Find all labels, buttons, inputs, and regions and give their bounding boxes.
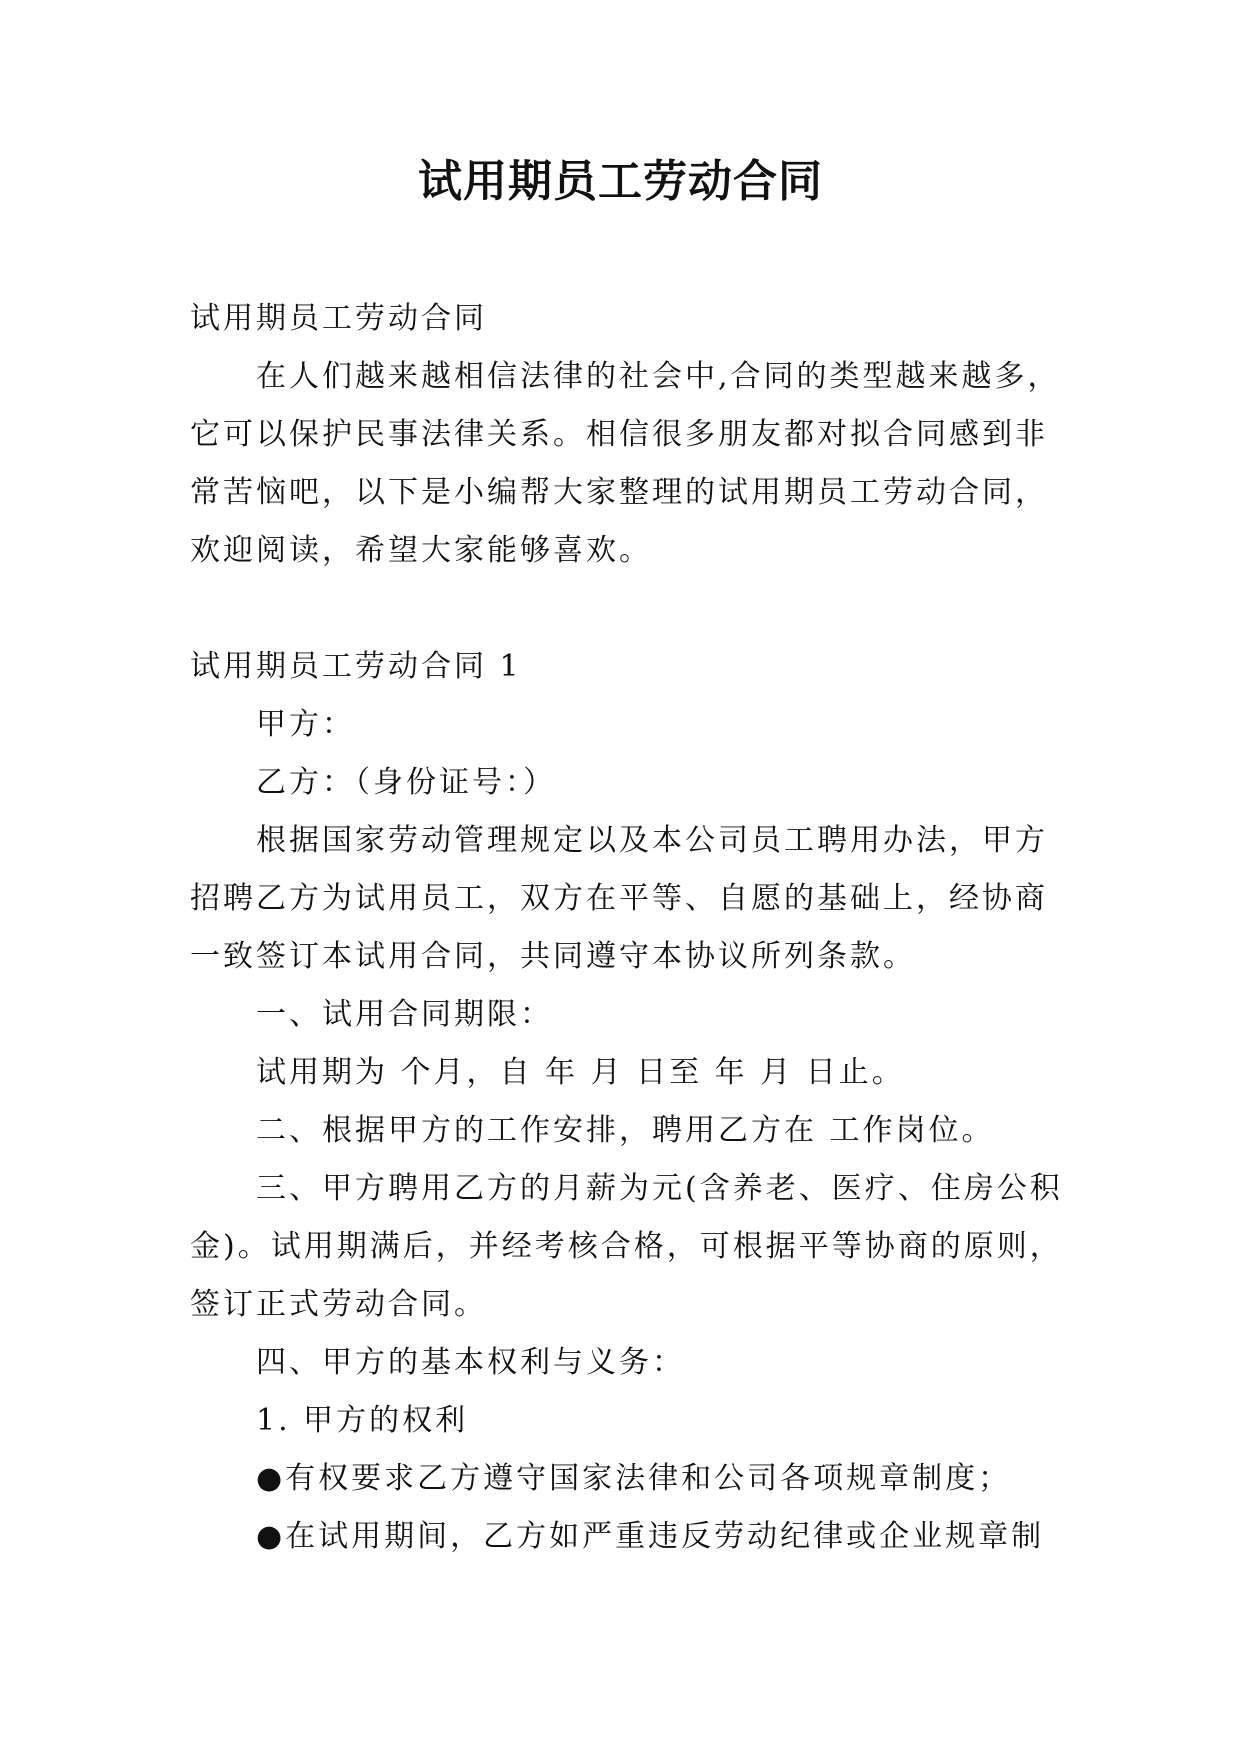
document-subtitle: 试用期员工劳动合同 [190, 301, 487, 336]
party-b-line: 乙方：（身份证号：） [256, 765, 556, 800]
document-body [190, 290, 1070, 1566]
clause-3: 三、甲方聘用乙方的月薪为元(含养老、医疗、住房公积金)。试用期满后，并经考核合格，可根据平等协商的原则，签订正式劳动合同。 [190, 1171, 1063, 1322]
clause-4-heading: 四、甲方的基本权利与义务： [256, 1345, 685, 1380]
clause-4-sub-1: 1. 甲方的权利 [256, 1403, 469, 1438]
section-heading: 试用期员工劳动合同 1 [190, 649, 522, 684]
paragraph-gap [190, 580, 1070, 638]
clause-2: 二、根据甲方的工作安排，聘用乙方在 工作岗位。 [256, 1113, 995, 1148]
party-a-line: 甲方： [256, 707, 355, 742]
preamble-paragraph: 根据国家劳动管理规定以及本公司员工聘用办法，甲方招聘乙方为试用员工，双方在平等、自愿的基础上，经协商一致签订本试用合同，共同遵守本协议所列条款。 [190, 823, 1048, 974]
intro-paragraph: 在人们越来越相信法律的社会中,合同的类型越来越多，它可以保护民事法律关系。相信很多朋友都对拟合同感到非常苦恼吧，以下是小编帮大家整理的试用期员工劳动合同，欢迎阅读，希望大家能够喜欢。 [190, 359, 1061, 568]
clause-1-text: 试用期为 个月，自 年 月 日至 年 月 日止。 [256, 1055, 905, 1090]
bullet-item-1: ●有权要求乙方遵守国家法律和公司各项规章制度； [256, 1461, 1012, 1496]
bullet-item-2: ●在试用期间，乙方如严重违反劳动纪律或企业规章制 [256, 1519, 1045, 1554]
clause-1-heading: 一、试用合同期限： [256, 997, 553, 1032]
document-title: 试用期员工劳动合同 [418, 156, 823, 207]
